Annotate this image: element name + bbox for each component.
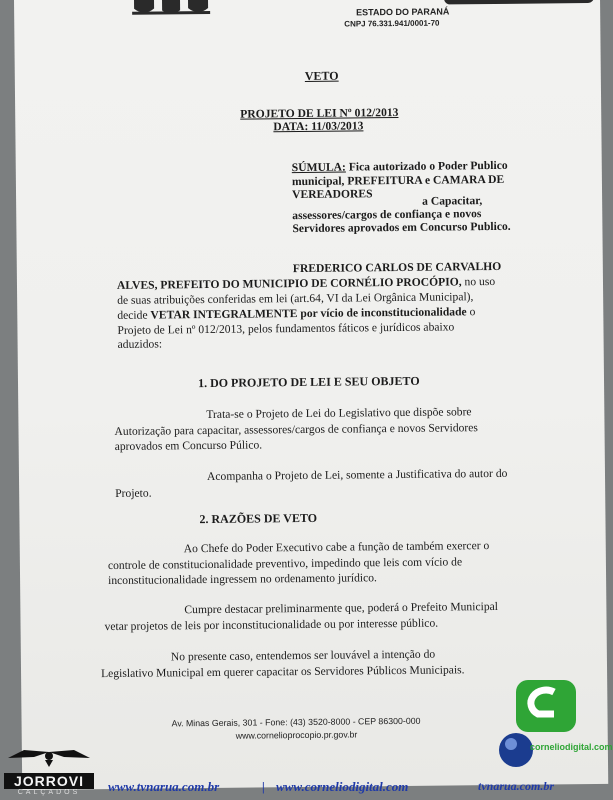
intro-line-4b: VETAR INTEGRALMENTE por vício de inconstitucionalidade bbox=[150, 305, 467, 322]
intro-line-4 bbox=[117, 305, 475, 322]
summary-line-1 bbox=[292, 159, 508, 174]
eagle-wings-icon bbox=[4, 748, 94, 768]
section-1-heading: 1. DO PROJETO DE LEI E SEU OBJETO bbox=[197, 373, 420, 391]
p3-line-1: Ao Chefe do Poder Executivo cabe a função de também exercer o bbox=[183, 539, 490, 556]
intro-line-3: de suas atribuições conferidas em lei (art.64, VI da Lei Orgânica Municipal), bbox=[117, 290, 474, 307]
p5-line-1: No presente caso, entendemos ser louvável a intenção do bbox=[170, 647, 436, 664]
cornelio-digital-logo bbox=[496, 676, 613, 776]
summary-line-4: assessores/cargos de confiança e novos bbox=[292, 207, 482, 223]
jorrovi-logo-sub: CALÇADOS bbox=[17, 789, 81, 796]
letterhead-bar bbox=[444, 0, 594, 4]
cornelio-digital-logo-icon bbox=[496, 676, 596, 736]
watermark-site-2: www.corneliodigital.com bbox=[276, 779, 409, 794]
letterhead-cnpj: CNPJ 76.331.941/0001-70 bbox=[344, 18, 440, 29]
watermark-site-3: tvnarua.com.br bbox=[478, 779, 555, 793]
intro-line-2 bbox=[117, 275, 495, 292]
letterhead-state: ESTADO DO PARANÁ bbox=[356, 6, 450, 18]
municipal-crest-icon bbox=[132, 0, 210, 15]
section-2-heading: 2. RAZÕES DE VETO bbox=[199, 510, 318, 527]
intro-line-6: aduzidos: bbox=[117, 337, 163, 351]
jorrovi-logo bbox=[4, 748, 94, 796]
p4-line-2: vetar projetos de leis por inconstitucionalidade ou por interesse público. bbox=[104, 616, 439, 634]
intro-name-2: ALVES, PREFEITO DO MUNICIPIO DE CORNÉLIO PROCÓPIO, bbox=[116, 275, 462, 292]
watermark-site-1: www.tvnarua.com.br bbox=[108, 779, 220, 794]
p3-line-2: controle de constitucionalidade preventivo, impedindo que leis com vício de bbox=[107, 555, 463, 573]
summary-text-1: Fica autorizado o Poder Publico bbox=[348, 158, 508, 174]
p1-line-2: Autorização para capacitar, assessores/cargos de confiança e novos Servidores bbox=[114, 421, 478, 438]
p2-line-1: Acompanha o Projeto de Lei, somente a Justificativa do autor do bbox=[206, 466, 508, 484]
p3-line-3: inconstitucionalidade ingressem no ordenamento jurídico. bbox=[108, 571, 377, 588]
p5-line-2: Legislativo Municipal em querer capacitar os Servidores Públicos Municipais. bbox=[100, 663, 465, 681]
p1-line-1: Trata-se o Projeto de Lei do Legislativo que dispõe sobre bbox=[206, 405, 472, 422]
summary-line-3b: a Capacitar, bbox=[422, 194, 483, 208]
doc-title: VETO bbox=[304, 68, 339, 83]
intro-line-4a: decide bbox=[117, 308, 148, 322]
bill-date: DATA: 11/03/2013 bbox=[273, 119, 364, 134]
intro-line-5: Projeto de Lei nº 012/2013, pelos fundamentos fáticos e jurídicos abaixo bbox=[117, 320, 455, 337]
jorrovi-logo-text: JORROVI bbox=[4, 773, 94, 789]
p4-line-1: Cumpre destacar preliminarmente que, poderá o Prefeito Municipal bbox=[184, 599, 499, 617]
cornelio-digital-logo-text: corneliodigital.com bbox=[530, 742, 613, 752]
summary-line-2: municipal, PREFEITURA e CAMARA DE bbox=[291, 172, 505, 189]
intro-line-4c: o bbox=[469, 305, 476, 319]
footer-website: www.cornelioprocopio.pr.gov.br bbox=[235, 729, 358, 741]
summary-line-5: Servidores aprovados em Concurso Publico. bbox=[292, 219, 511, 236]
intro-line-2-tail: no uso bbox=[464, 274, 496, 289]
p2-line-2: Projeto. bbox=[115, 486, 152, 500]
watermark-separator: | bbox=[262, 779, 265, 794]
document-page bbox=[14, 0, 608, 790]
intro-name-1: FREDERICO CARLOS DE CARVALHO bbox=[292, 259, 502, 276]
footer-address: Av. Minas Gerais, 301 - Fone: (43) 3520-8000 - CEP 86300-000 bbox=[171, 715, 421, 729]
bill-number: PROJETO DE LEI Nº 012/2013 bbox=[240, 105, 399, 121]
summary-line-3: VEREADORES bbox=[291, 187, 373, 202]
p1-line-3: aprovados em Concurso Púlico. bbox=[114, 438, 263, 453]
summary-label: SÚMULA: bbox=[291, 160, 346, 175]
